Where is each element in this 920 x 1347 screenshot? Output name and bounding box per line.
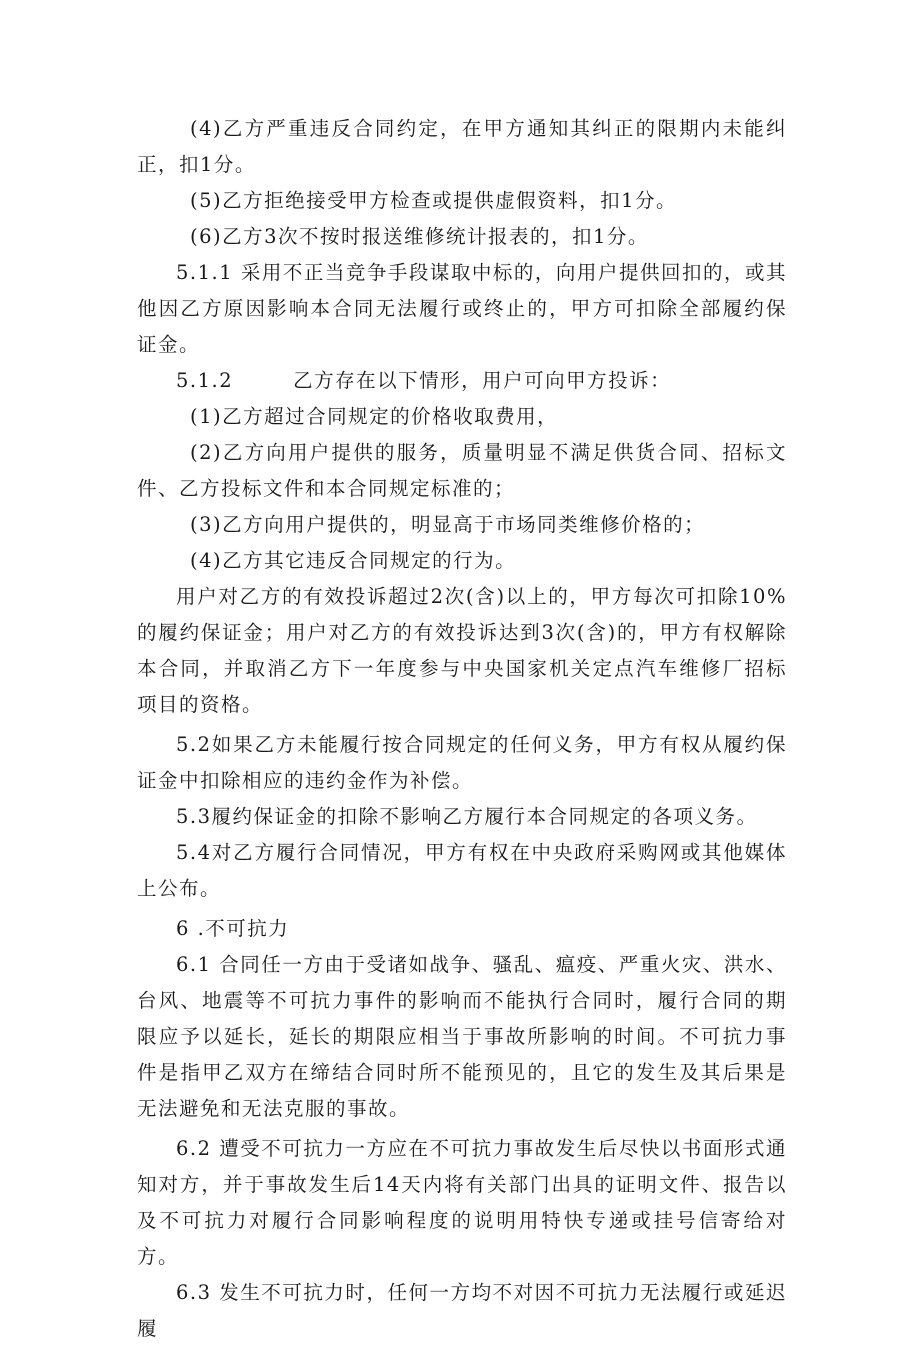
clause-5-1-2 — [137, 363, 787, 399]
clause-5-refuse-inspection: (5)乙方拒绝接受甲方检查或提供虚假资料，扣1分。 — [190, 189, 678, 212]
clause-6-3: 6.3 发生不可抗力时，任何一方均不对因不可抗力无法履行或延迟履 — [137, 1281, 787, 1340]
complaint-penalty-paragraph: 用户对乙方的有效投诉超过2次(含)以上的，甲方每次可扣除10%的履约保证金；用户对乙方的有效投诉达到3次(含)的，甲方有权解除本合同，并取消乙方下一年度参与中央国家机关定点汽车维修厂招标项目的资格。 — [137, 585, 787, 716]
complaint-item-2: (2)乙方向用户提供的服务，质量明显不满足供货合同、招标文件、乙方投标文件和本合同规定标准的； — [137, 441, 787, 500]
clause-6-2: 6.2 遭受不可抗力一方应在不可抗力事故发生后尽快以书面形式通知对方，并于事故发生后14天内将有关部门出具的证明文件、报告以及不可抗力对履行合同影响程度的说明用特快专递或挂号信寄给对方。 — [137, 1137, 787, 1268]
document-body — [137, 111, 787, 1347]
clause-6-1: 6.1 合同任一方由于受诸如战争、骚乱、瘟疫、严重火灾、洪水、台风、地震等不可抗力事件的影响而不能执行合同时，履行合同的期限应予以延长，延长的期限应相当于事故所影响的时间。不可抗力事件是指甲乙双方在缔结合同时所不能预见的，且它的发生及其后果是无法避免和无法克服的事故。 — [137, 953, 787, 1120]
clause-5-4: 5.4对乙方履行合同情况，甲方有权在中央政府采购网或其他媒体上公布。 — [137, 841, 787, 900]
complaint-item-1: (1)乙方超过合同规定的价格收取费用， — [190, 405, 559, 428]
clause-5-1-2-text: 乙方存在以下情形，用户可向甲方投诉： — [293, 369, 672, 392]
clause-5-1-2-number: 5.1.2 — [176, 369, 234, 392]
clause-4-serious-breach: (4)乙方严重违反合同约定，在甲方通知其纠正的限期内未能纠正，扣1分。 — [137, 117, 787, 176]
clause-6-late-reports: (6)乙方3次不按时报送维修统计报表的，扣1分。 — [190, 225, 649, 248]
complaint-item-3: (3)乙方向用户提供的，明显高于市场同类维修价格的； — [190, 513, 706, 536]
clause-5-2: 5.2如果乙方未能履行按合同规定的任何义务，甲方有权从履约保证金中扣除相应的违约金作为补偿。 — [137, 733, 787, 792]
section-6-heading: 6 .不可抗力 — [176, 917, 290, 940]
clause-5-1-1: 5.1.1 采用不正当竞争手段谋取中标的，向用户提供回扣的，或其他因乙方原因影响本合同无法履行或终止的，甲方可扣除全部履约保证金。 — [137, 261, 787, 356]
clause-5-3: 5.3履约保证金的扣除不影响乙方履行本合同规定的各项义务。 — [176, 805, 758, 828]
complaint-item-4: (4)乙方其它违反合同规定的行为。 — [190, 549, 517, 572]
